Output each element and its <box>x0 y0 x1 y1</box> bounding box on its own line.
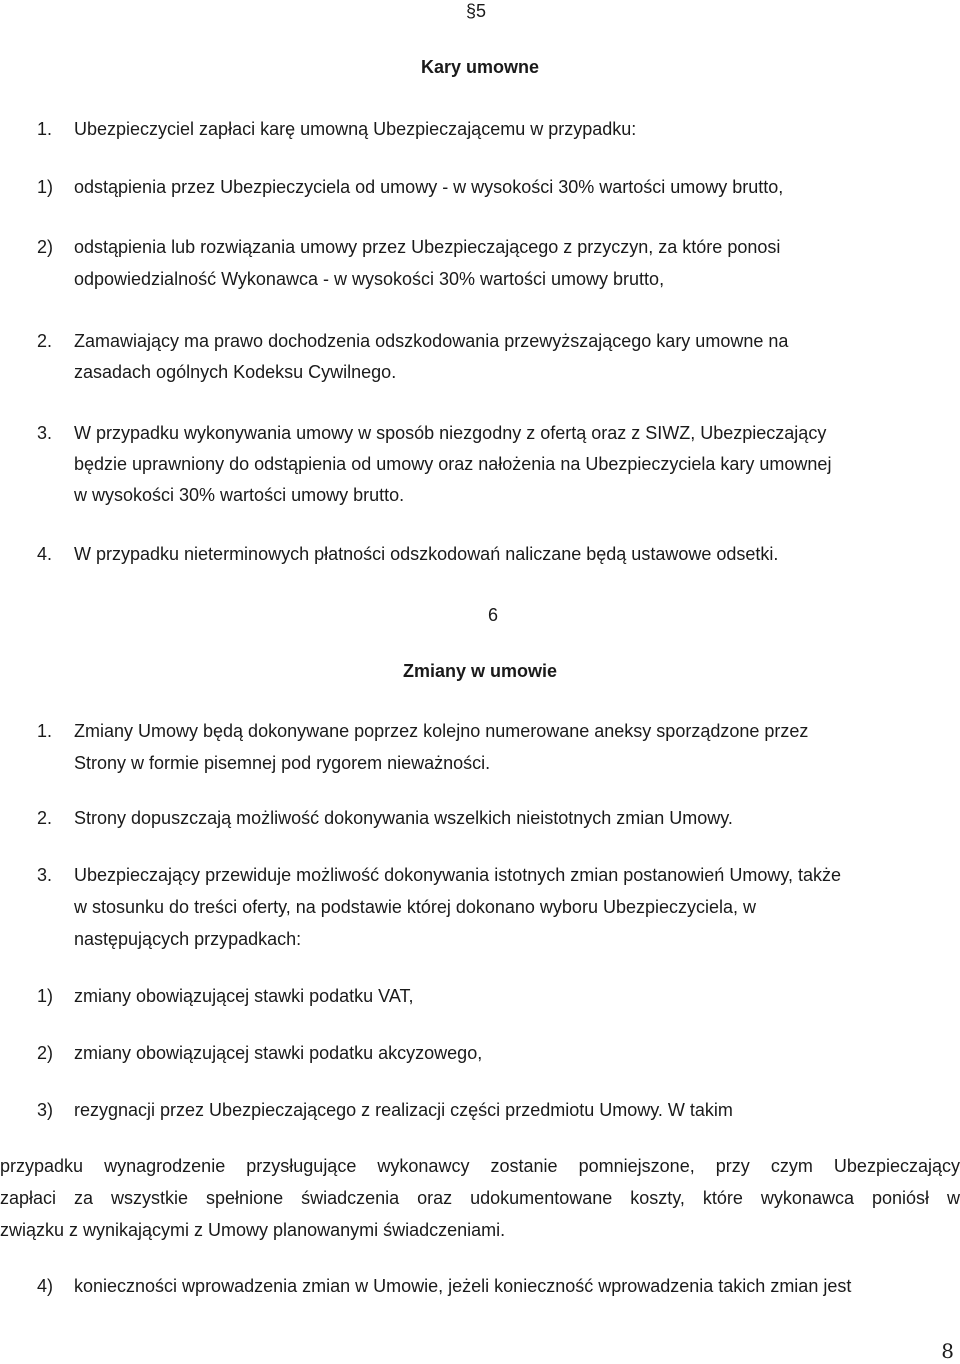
list-number: 2) <box>37 1043 54 1063</box>
paragraph-text: w wysokości 30% wartości umowy brutto. <box>74 485 405 505</box>
list-item-text: odstąpienia przez Ubezpieczyciela od umowy - w wysokości 30% wartości umowy brutto, <box>74 177 784 197</box>
paragraph-text: będzie uprawniony do odstąpienia od umowy oraz nałożenia na Ubezpieczyciela kary umownej <box>74 454 832 474</box>
list-item-text: rezygnacji przez Ubezpieczającego z realizacji części przedmiotu Umowy. W takim <box>74 1100 733 1120</box>
list-number: 1. <box>37 119 53 139</box>
paragraph-text: Zamawiający ma prawo dochodzenia odszkodowania przewyższającego kary umowne na <box>74 331 789 351</box>
paragraph-text: Ubezpieczający przewiduje możliwość dokonywania istotnych zmian postanowień Umowy, także <box>74 865 842 885</box>
list-number: 3. <box>37 423 53 443</box>
paragraph-text: zapłaci za wszystkie spełnione świadczenia oraz udokumentowane koszty, które wykonawca poniósł w <box>0 1188 960 1208</box>
list-item-text: odstąpienia lub rozwiązania umowy przez Ubezpieczającego z przyczyn, za które ponosi <box>74 237 781 257</box>
list-item-text: konieczności wprowadzenia zmian w Umowie, jeżeli konieczność wprowadzenia takich zmian jest <box>74 1276 852 1296</box>
paragraph-text: zasadach ogólnych Kodeksu Cywilnego. <box>74 362 397 382</box>
list-number: 1. <box>37 721 53 741</box>
section-mark-5: §5 <box>466 1 487 21</box>
paragraph-text: w stosunku do treści oferty, na podstawie której dokonano wyboru Ubezpieczyciela, w <box>74 897 757 917</box>
paragraph-text: Ubezpieczyciel zapłaci karę umowną Ubezpieczającemu w przypadku: <box>74 119 637 139</box>
paragraph-text: Zmiany Umowy będą dokonywane poprzez kolejno numerowane aneksy sporządzone przez <box>74 721 809 741</box>
list-number: 3) <box>37 1100 54 1120</box>
section-title-kary-umowne: Kary umowne <box>420 57 540 77</box>
list-number: 2. <box>37 808 53 828</box>
paragraph-text: przypadku wynagrodzenie przysługujące wykonawcy zostanie pomniejszone, przy czym Ubezpieczający <box>0 1156 960 1176</box>
list-number: 3. <box>37 865 53 885</box>
list-number: 4. <box>37 544 53 564</box>
list-item-text: odpowiedzialność Wykonawca - w wysokości 30% wartości umowy brutto, <box>74 269 665 289</box>
paragraph-text: związku z wynikającymi z Umowy planowanymi świadczeniami. <box>0 1220 506 1240</box>
paragraph-text: Strony dopuszczają możliwość dokonywania wszelkich nieistotnych zmian Umowy. <box>74 808 733 828</box>
list-number: 1) <box>37 177 54 197</box>
list-number: 4) <box>37 1276 54 1296</box>
list-item-text: zmiany obowiązującej stawki podatku VAT, <box>74 986 414 1006</box>
paragraph-text: W przypadku wykonywania umowy w sposób niezgodny z ofertą oraz z SIWZ, Ubezpieczający <box>74 423 827 443</box>
section-mark-6: 6 <box>488 605 499 625</box>
list-item-text: zmiany obowiązującej stawki podatku akcyzowego, <box>74 1043 483 1063</box>
section-title-zmiany-w-umowie: Zmiany w umowie <box>402 661 558 681</box>
paragraph-text: W przypadku nieterminowych płatności odszkodowań naliczane będą ustawowe odsetki. <box>74 544 779 564</box>
page-number: 8 <box>941 1339 954 1363</box>
paragraph-text: Strony w formie pisemnej pod rygorem nieważności. <box>74 753 491 773</box>
paragraph-text: następujących przypadkach: <box>74 929 302 949</box>
list-number: 2) <box>37 237 54 257</box>
list-number: 2. <box>37 331 53 351</box>
list-number: 1) <box>37 986 54 1006</box>
